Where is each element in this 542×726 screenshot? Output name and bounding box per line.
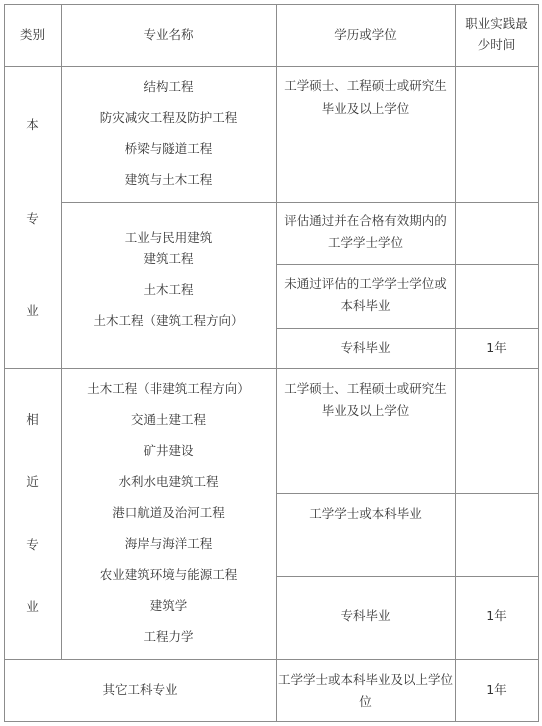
header-major-name: 专业名称 — [143, 27, 194, 42]
major-item: 桥梁与隧道工程 — [124, 141, 213, 156]
degree-text: 工学学士或本科毕业 — [309, 506, 422, 521]
category-char: 业 — [26, 303, 39, 318]
degree-text: 评估通过并在合格有效期内的 — [284, 213, 447, 228]
major-item: 防灾减灾工程及防护工程 — [99, 110, 238, 125]
major-item: 工程力学 — [143, 629, 194, 644]
degree-text: 位 — [359, 694, 372, 709]
category-char: 专 — [26, 211, 39, 226]
major-item: 港口航道及治河工程 — [112, 505, 225, 520]
category-char: 专 — [26, 537, 39, 552]
practice-time: 1年 — [486, 682, 507, 697]
degree-text: 工学学士或本科毕业及以上学位 — [277, 672, 453, 687]
major-item: 土木工程（非建筑工程方向） — [87, 381, 250, 396]
degree-text: 工学硕士、工程硕士或研究生 — [284, 381, 447, 396]
category-char: 相 — [26, 412, 39, 427]
major-item: 建筑学 — [149, 598, 188, 613]
degree-text: 专科毕业 — [340, 340, 391, 355]
header-min-practice-line2: 少时间 — [477, 37, 516, 52]
header-degree: 学历或学位 — [334, 27, 397, 42]
degree-text: 毕业及以上学位 — [321, 101, 410, 116]
category-char: 近 — [26, 474, 39, 489]
practice-time: 1年 — [486, 340, 507, 355]
degree-text: 本科毕业 — [340, 298, 391, 313]
major-item: 工业与民用建筑 — [124, 230, 213, 245]
other-major-label: 其它工科专业 — [102, 682, 178, 697]
degree-text: 工学硕士、工程硕士或研究生 — [284, 78, 447, 93]
practice-time: 1年 — [486, 608, 507, 623]
category-char: 本 — [26, 117, 39, 132]
major-item: 土木工程（建筑工程方向） — [93, 313, 244, 328]
major-item: 水利水电建筑工程 — [118, 474, 219, 489]
major-item: 建筑与土木工程 — [124, 172, 213, 187]
category-char: 业 — [26, 599, 39, 614]
degree-text: 毕业及以上学位 — [321, 403, 410, 418]
major-item: 农业建筑环境与能源工程 — [99, 567, 238, 582]
major-item: 结构工程 — [143, 79, 194, 94]
major-item: 矿井建设 — [143, 443, 194, 458]
degree-text: 工学学士学位 — [327, 235, 403, 250]
major-item: 土木工程 — [143, 282, 194, 297]
major-item: 交通土建工程 — [130, 412, 206, 427]
major-item: 建筑工程 — [143, 251, 194, 266]
header-category: 类别 — [19, 27, 45, 42]
major-item: 海岸与海洋工程 — [124, 536, 213, 551]
degree-text: 专科毕业 — [340, 608, 391, 623]
header-min-practice-line1: 职业实践最 — [465, 16, 528, 31]
degree-text: 未通过评估的工学学士学位或 — [284, 276, 447, 291]
